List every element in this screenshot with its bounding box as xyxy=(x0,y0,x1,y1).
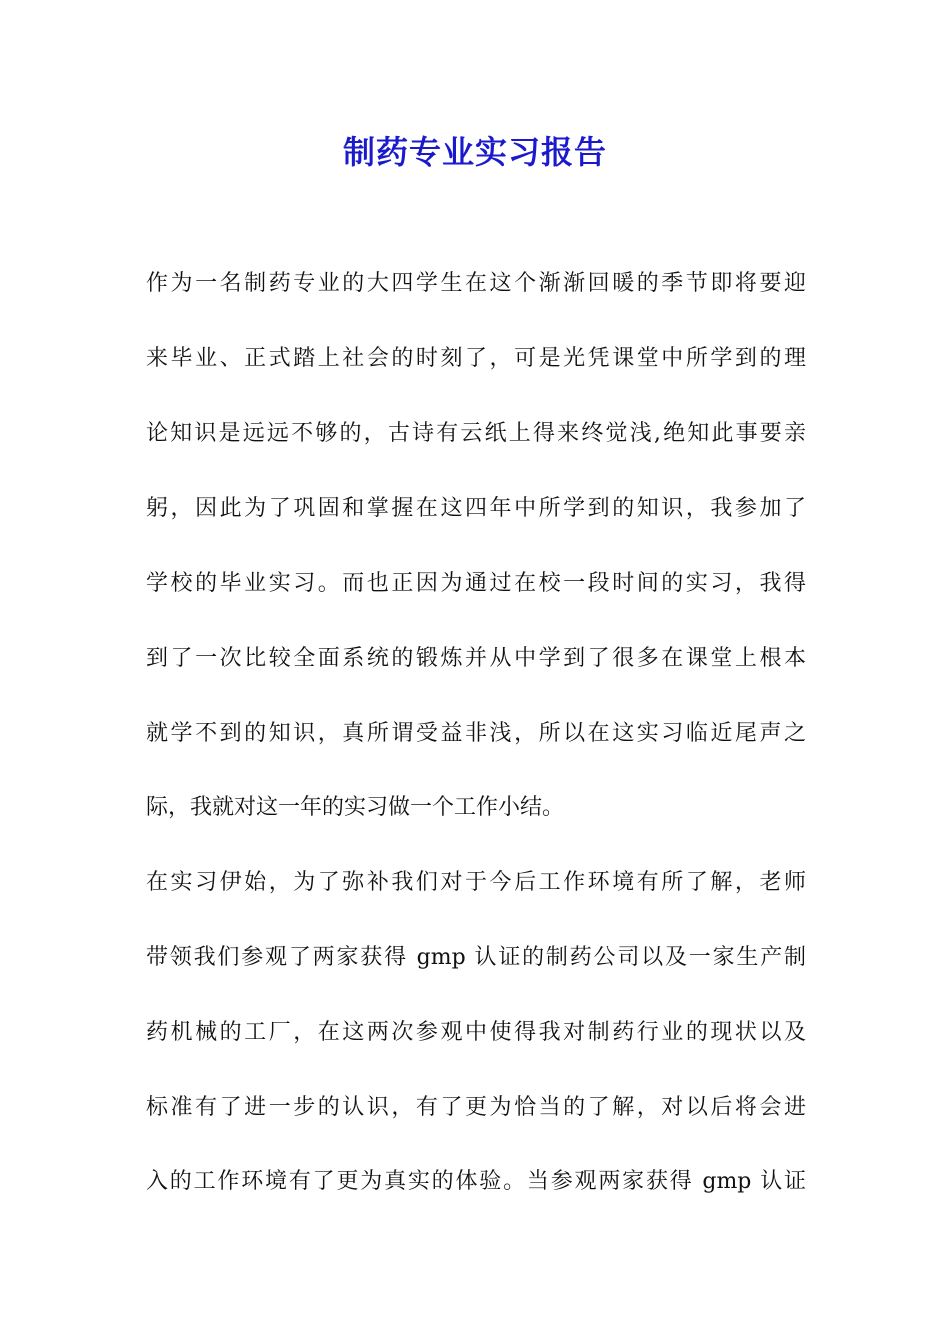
body-line: 学校的毕业实习。而也正因为通过在校一段时间的实习，我得 xyxy=(146,571,806,596)
body-line: 药机械的工厂，在这两次参观中使得我对制药行业的现状以及 xyxy=(146,1020,806,1045)
body-line: 在实习伊始，为了弥补我们对于今后工作环境有所了解，老师 xyxy=(146,870,806,895)
body-line: 就学不到的知识，真所谓受益非浅，所以在这实习临近尾声之 xyxy=(146,721,806,746)
body-line: 入的工作环境有了更为真实的体验。当参观两家获得 gmp 认证 xyxy=(146,1169,806,1194)
body-line: 论知识是远远不够的，古诗有云纸上得来终觉浅,绝知此事要亲 xyxy=(146,421,806,446)
body-line: 带领我们参观了两家获得 gmp 认证的制药公司以及一家生产制 xyxy=(146,945,806,970)
document-title: 制药专业实习报告 xyxy=(342,133,607,171)
body-line: 际，我就对这一年的实习做一个工作小结。 xyxy=(146,795,565,820)
body-line: 标准有了进一步的认识，有了更为恰当的了解，对以后将会进 xyxy=(146,1095,806,1120)
body-line: 到了一次比较全面系统的锻炼并从中学到了很多在课堂上根本 xyxy=(146,646,806,671)
body-line: 作为一名制药专业的大四学生在这个渐渐回暖的季节即将要迎 xyxy=(146,271,806,296)
body-line: 躬，因此为了巩固和掌握在这四年中所学到的知识，我参加了 xyxy=(146,496,806,521)
body-line: 来毕业、正式踏上社会的时刻了，可是光凭课堂中所学到的理 xyxy=(146,346,806,371)
